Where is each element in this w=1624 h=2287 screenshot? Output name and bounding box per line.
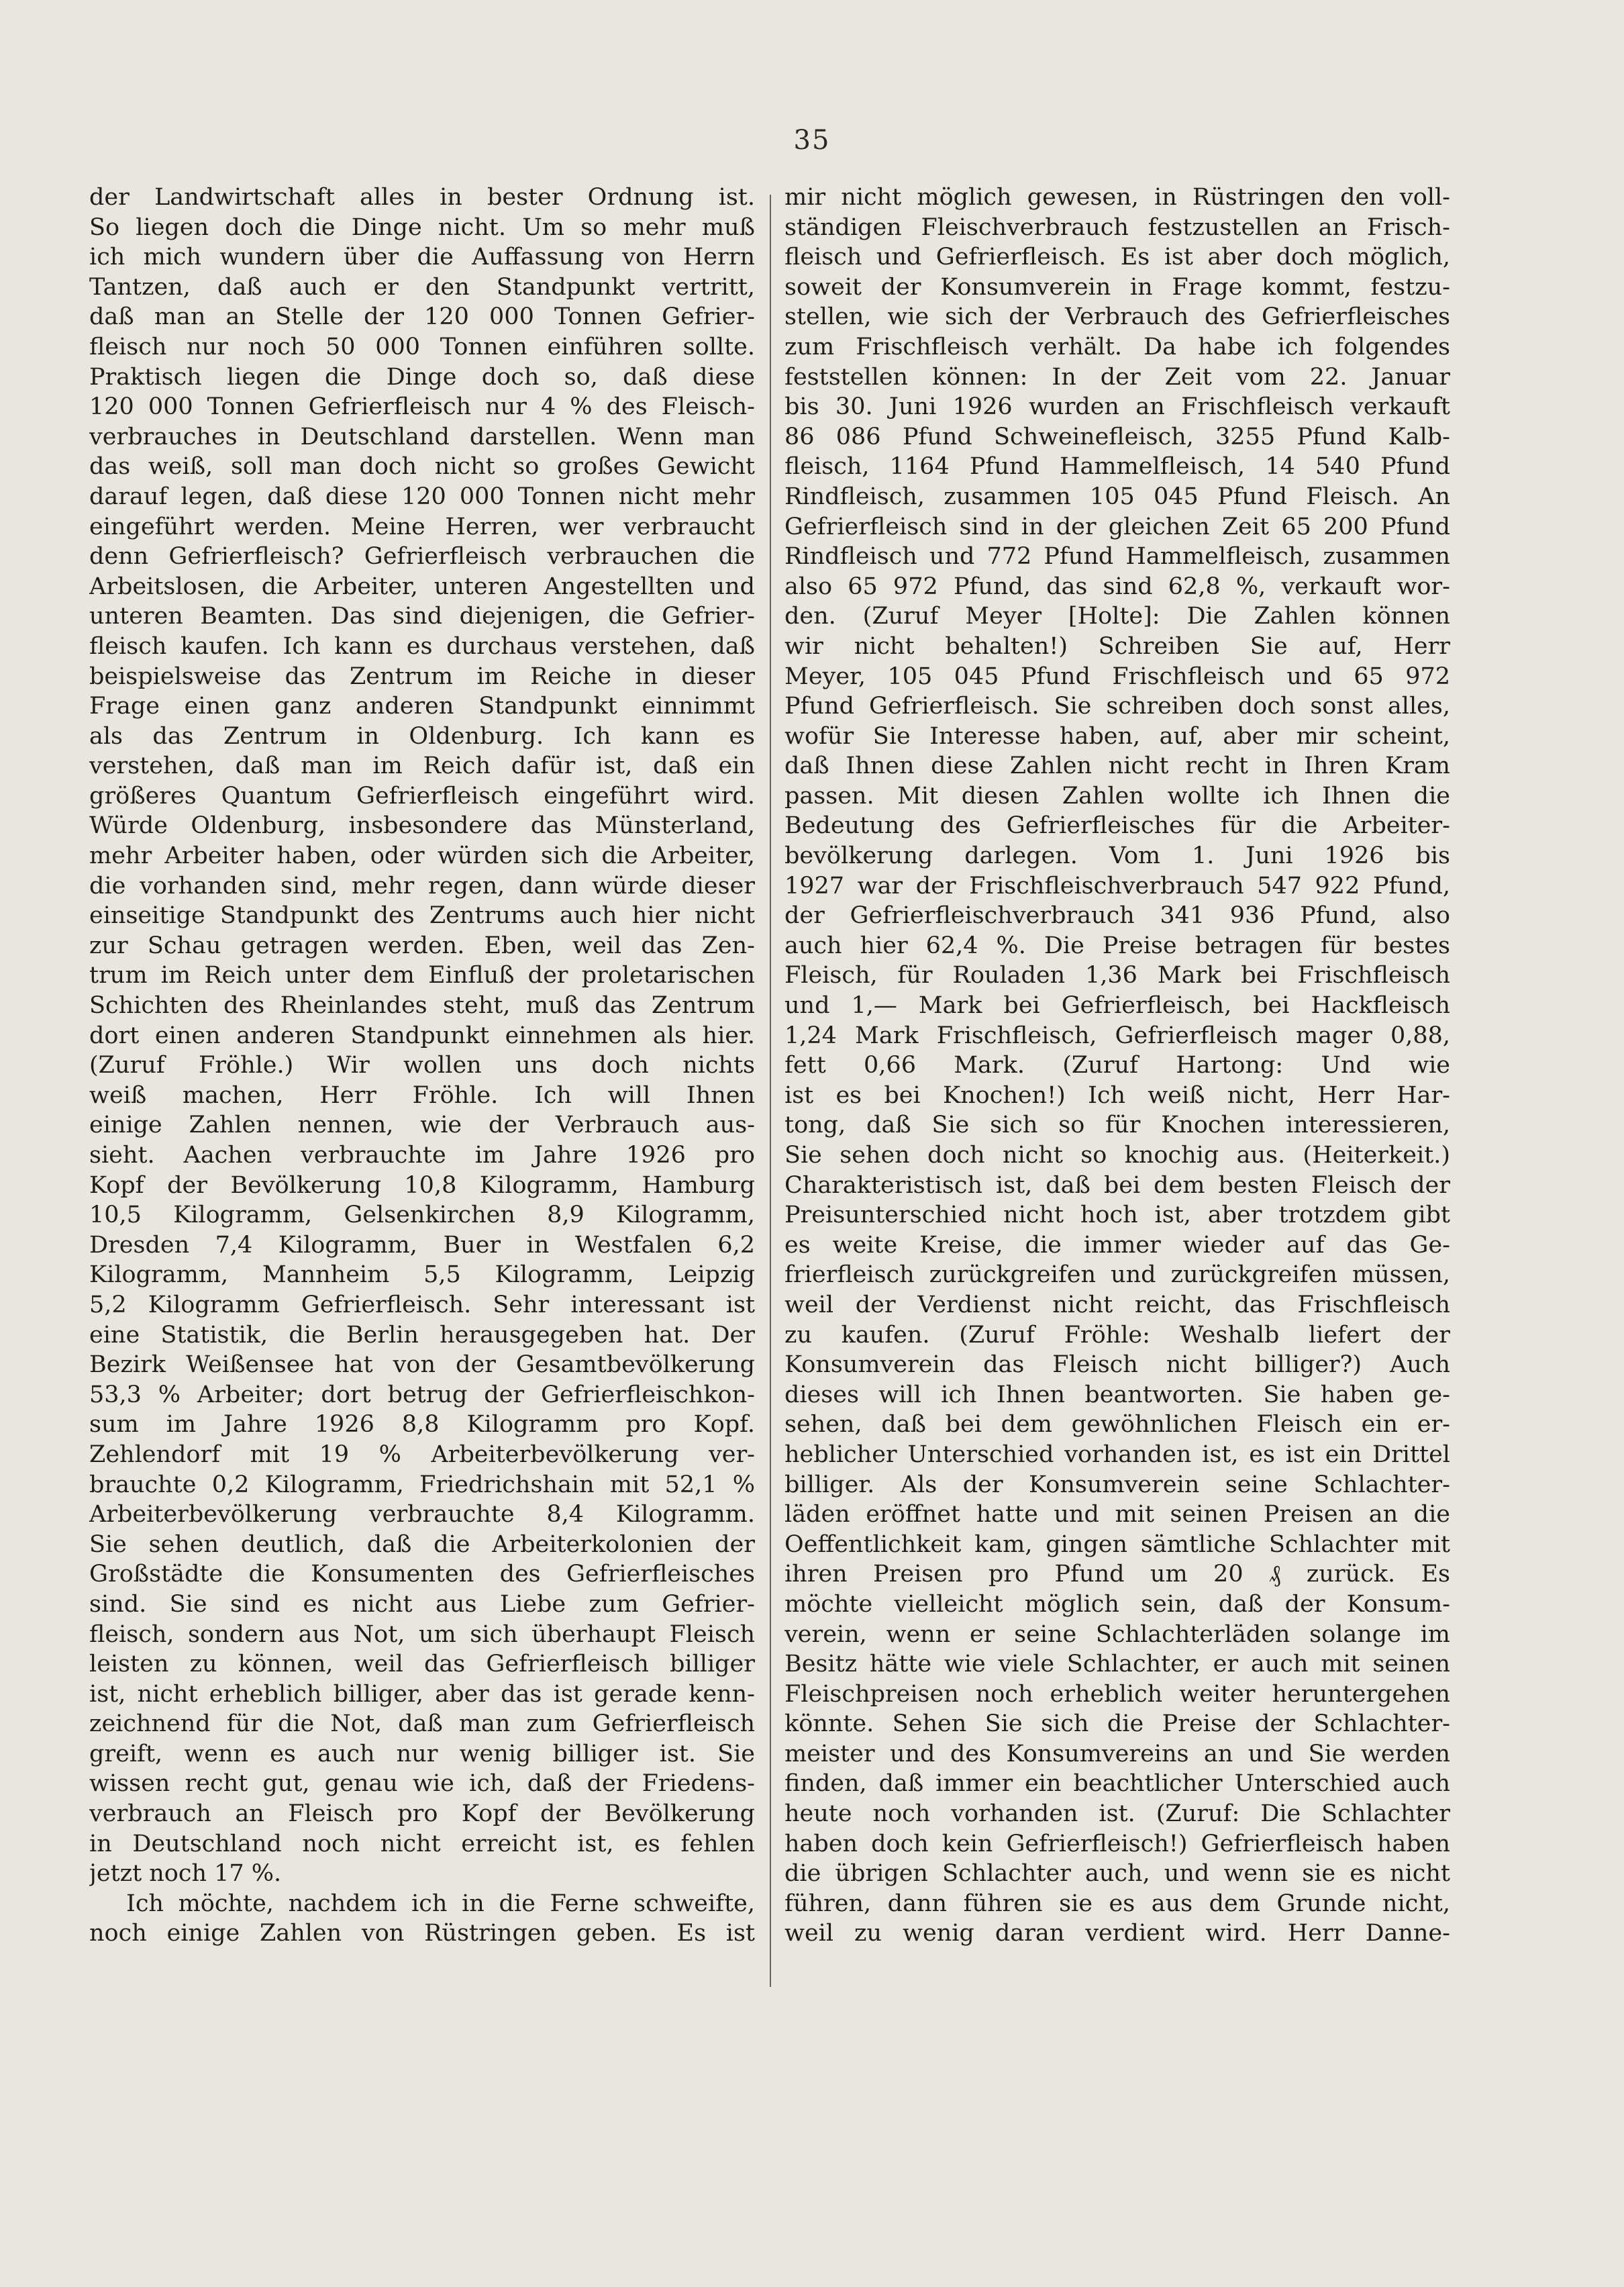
text-line: meister und des Konsumvereins an und Sie werden bbox=[784, 1740, 1450, 1767]
text-line: Schichten des Rheinlandes steht, muß das Zentrum bbox=[89, 992, 755, 1020]
text-line: Ich möchte, nachdem ich in die Ferne schweifte, bbox=[126, 1890, 755, 1917]
text-line: der Landwirtschaft alles in bester Ordnung ist. bbox=[89, 184, 755, 211]
text-line: fett 0,66 Mark. (Zuruf Hartong: Und wie bbox=[784, 1052, 1450, 1079]
text-line: Sie sehen deutlich, daß die Arbeiterkolonien der bbox=[89, 1530, 755, 1558]
text-line: Arbeitslosen, die Arbeiter, unteren Angestellten und bbox=[89, 573, 755, 600]
text-line: 53,3 % Arbeiter; dort betrug der Gefrierfleischkon- bbox=[89, 1381, 755, 1408]
text-line: Bedeutung des Gefrierfleisches für die Arbeiter- bbox=[784, 812, 1450, 840]
text-line: verbrauch an Fleisch pro Kopf der Bevölkerung bbox=[89, 1800, 755, 1828]
text-line: feststellen können: In der Zeit vom 22. Januar bbox=[784, 363, 1450, 391]
right-column bbox=[784, 183, 1450, 1949]
text-line: Rindfleisch und 772 Pfund Hammelfleisch, zusammen bbox=[784, 543, 1450, 571]
text-line: einseitige Standpunkt des Zentrums auch hier nicht bbox=[89, 902, 755, 930]
text-line: fleisch, 1164 Pfund Hammelfleisch, 14 540 Pfund bbox=[784, 453, 1450, 481]
text-line: Gefrierfleisch sind in der gleichen Zeit 65 200 Pfund bbox=[784, 513, 1450, 540]
text-line: Praktisch liegen die Dinge doch so, daß diese bbox=[89, 363, 755, 391]
text-line: mir nicht möglich gewesen, in Rüstringen den voll- bbox=[784, 184, 1450, 211]
text-line: Oeffentlichkeit kam, gingen sämtliche Schlachter mit bbox=[784, 1530, 1450, 1558]
text-line: dort einen anderen Standpunkt einnehmen als hier. bbox=[89, 1022, 755, 1049]
text-line: einige Zahlen nennen, wie der Verbrauch aus- bbox=[89, 1112, 755, 1139]
text-line: ständigen Fleischverbrauch festzustellen an Frisch- bbox=[784, 213, 1450, 241]
text-line: führen, dann führen sie es aus dem Grunde nicht, bbox=[784, 1890, 1450, 1917]
text-line: greift, wenn es auch nur wenig billiger ist. Sie bbox=[89, 1740, 755, 1767]
text-line: Preisunterschied nicht hoch ist, aber trotzdem gibt bbox=[784, 1202, 1450, 1229]
text-line: finden, daß immer ein beachtlicher Unterschied auch bbox=[784, 1770, 1450, 1798]
text-line: könnte. Sehen Sie sich die Preise der Schlachter- bbox=[784, 1710, 1450, 1738]
text-line: leisten zu können, weil das Gefrierfleisch billiger bbox=[89, 1651, 755, 1678]
text-line: sehen, daß bei dem gewöhnlichen Fleisch ein er- bbox=[784, 1411, 1450, 1439]
text-line: verbrauches in Deutschland darstellen. Wenn man bbox=[89, 423, 755, 450]
text-line: ich mich wundern über die Auffassung von Herrn bbox=[89, 244, 755, 271]
text-line: Großstädte die Konsumenten des Gefrierfleisches bbox=[89, 1561, 755, 1588]
text-line: zu kaufen. (Zuruf Fröhle: Weshalb liefert der bbox=[784, 1321, 1450, 1349]
text-line: Besitz hätte wie viele Schlachter, er auch mit seinen bbox=[784, 1651, 1450, 1678]
text-line: So liegen doch die Dinge nicht. Um so mehr muß bbox=[89, 213, 755, 241]
text-line: Zehlendorf mit 19 % Arbeiterbevölkerung ver- bbox=[89, 1441, 755, 1468]
text-line: noch einige Zahlen von Rüstringen geben. Es ist bbox=[89, 1920, 755, 1947]
text-line: den. (Zuruf Meyer [Holte]: Die Zahlen können bbox=[784, 603, 1450, 630]
text-line: stellen, wie sich der Verbrauch des Gefrierfleisches bbox=[784, 303, 1450, 331]
text-line: tong, daß Sie sich so für Knochen interessieren, bbox=[784, 1112, 1450, 1139]
text-line: die vorhanden sind, mehr regen, dann würde dieser bbox=[89, 872, 755, 899]
text-line: Meyer, 105 045 Pfund Frischfleisch und 65 972 bbox=[784, 663, 1450, 690]
text-line: 5,2 Kilogramm Gefrierfleisch. Sehr interessant ist bbox=[89, 1291, 755, 1318]
text-line: sind. Sie sind es nicht aus Liebe zum Gefrier- bbox=[89, 1590, 755, 1618]
text-line: fleisch kaufen. Ich kann es durchaus verstehen, daß bbox=[89, 632, 755, 660]
text-line: verein, wenn er seine Schlachterläden solange im bbox=[784, 1620, 1450, 1648]
text-line: eingeführt werden. Meine Herren, wer verbraucht bbox=[89, 513, 755, 540]
text-line: es weite Kreise, die immer wieder auf das Ge- bbox=[784, 1231, 1450, 1259]
text-line: fleisch nur noch 50 000 Tonnen einführen sollte. bbox=[89, 333, 755, 360]
text-line: Fleisch, für Rouladen 1,36 Mark bei Frischfleisch bbox=[784, 962, 1450, 989]
text-line: fleisch, sondern aus Not, um sich überhaupt Fleisch bbox=[89, 1620, 755, 1648]
column-divider bbox=[770, 195, 771, 1987]
text-line: die übrigen Schlachter auch, und wenn sie es nicht bbox=[784, 1860, 1450, 1888]
text-line: heute noch vorhanden ist. (Zuruf: Die Schlachter bbox=[784, 1800, 1450, 1828]
text-line: der Gefrierfleischverbrauch 341 936 Pfund, also bbox=[784, 902, 1450, 930]
text-line: unteren Beamten. Das sind diejenigen, die Gefrier- bbox=[89, 603, 755, 630]
text-line: heblicher Unterschied vorhanden ist, es ist ein Drittel bbox=[784, 1441, 1450, 1468]
text-line: billiger. Als der Konsumverein seine Schlachter- bbox=[784, 1471, 1450, 1498]
text-line: passen. Mit diesen Zahlen wollte ich Ihnen die bbox=[784, 782, 1450, 810]
text-line: verstehen, daß man im Reich dafür ist, daß ein bbox=[89, 752, 755, 780]
text-line: haben doch kein Gefrierfleisch!) Gefrierfleisch haben bbox=[784, 1830, 1450, 1857]
text-line: Tantzen, daß auch er den Standpunkt vertritt, bbox=[89, 273, 755, 301]
text-line: Kopf der Bevölkerung 10,8 Kilogramm, Hamburg bbox=[89, 1171, 755, 1199]
text-line: in Deutschland noch nicht erreicht ist, es fehlen bbox=[89, 1830, 755, 1857]
text-line: weiß machen, Herr Fröhle. Ich will Ihnen bbox=[89, 1081, 755, 1109]
text-line: wir nicht behalten!) Schreiben Sie auf, Herr bbox=[784, 632, 1450, 660]
text-line: daß Ihnen diese Zahlen nicht recht in Ihren Kram bbox=[784, 752, 1450, 780]
text-line: Charakteristisch ist, daß bei dem besten Fleisch der bbox=[784, 1171, 1450, 1199]
text-line: zum Frischfleisch verhält. Da habe ich folgendes bbox=[784, 333, 1450, 360]
text-line: möchte vielleicht möglich sein, daß der Konsum- bbox=[784, 1590, 1450, 1618]
text-line: wofür Sie Interesse haben, auf, aber mir scheint, bbox=[784, 722, 1450, 750]
text-line: Fleischpreisen noch erheblich weiter heruntergehen bbox=[784, 1680, 1450, 1708]
text-line: beispielsweise das Zentrum im Reiche in dieser bbox=[89, 663, 755, 690]
text-line: Würde Oldenburg, insbesondere das Münsterland, bbox=[89, 812, 755, 840]
text-line: Dresden 7,4 Kilogramm, Buer in Westfalen 6,2 bbox=[89, 1231, 755, 1259]
text-line: Pfund Gefrierfleisch. Sie schreiben doch sonst alles, bbox=[784, 693, 1450, 720]
text-line: weil der Verdienst nicht reicht, das Frischfleisch bbox=[784, 1291, 1450, 1318]
text-line: weil zu wenig daran verdient wird. Herr Danne- bbox=[784, 1920, 1450, 1947]
text-line: ihren Preisen pro Pfund um 20 ₰ zurück. Es bbox=[784, 1561, 1450, 1588]
text-line: (Zuruf Fröhle.) Wir wollen uns doch nichts bbox=[89, 1052, 755, 1079]
text-line: Arbeiterbevölkerung verbrauchte 8,4 Kilogramm. bbox=[89, 1501, 755, 1528]
text-line: größeres Quantum Gefrierfleisch eingeführt wird. bbox=[89, 782, 755, 810]
text-line: Frage einen ganz anderen Standpunkt einnimmt bbox=[89, 693, 755, 720]
text-line: Kilogramm, Mannheim 5,5 Kilogramm, Leipzig bbox=[89, 1261, 755, 1289]
text-line: frierfleisch zurückgreifen und zurückgreifen müssen, bbox=[784, 1261, 1450, 1289]
text-line: wissen recht gut, genau wie ich, daß der Friedens- bbox=[89, 1770, 755, 1798]
text-line: sieht. Aachen verbrauchte im Jahre 1926 pro bbox=[89, 1142, 755, 1169]
text-line: 1927 war der Frischfleischverbrauch 547 922 Pfund, bbox=[784, 872, 1450, 899]
page-number: 35 bbox=[793, 125, 831, 156]
text-line: zur Schau getragen werden. Eben, weil das Zen- bbox=[89, 932, 755, 959]
text-line: Konsumverein das Fleisch nicht billiger?) Auch bbox=[784, 1351, 1450, 1379]
text-line: sum im Jahre 1926 8,8 Kilogramm pro Kopf. bbox=[89, 1411, 755, 1439]
text-line: auch hier 62,4 %. Die Preise betragen für bestes bbox=[784, 932, 1450, 959]
text-line: dieses will ich Ihnen beantworten. Sie haben ge- bbox=[784, 1381, 1450, 1408]
text-line: daß man an Stelle der 120 000 Tonnen Gefrier- bbox=[89, 303, 755, 331]
text-line: 120 000 Tonnen Gefrierfleisch nur 4 % des Fleisch- bbox=[89, 393, 755, 421]
text-line: Bezirk Weißensee hat von der Gesamtbevölkerung bbox=[89, 1351, 755, 1379]
text-line: fleisch und Gefrierfleisch. Es ist aber doch möglich, bbox=[784, 244, 1450, 271]
text-line: zeichnend für die Not, daß man zum Gefrierfleisch bbox=[89, 1710, 755, 1738]
text-line: ist es bei Knochen!) Ich weiß nicht, Herr Har- bbox=[784, 1081, 1450, 1109]
text-line: bis 30. Juni 1926 wurden an Frischfleisch verkauft bbox=[784, 393, 1450, 421]
text-line: 10,5 Kilogramm, Gelsenkirchen 8,9 Kilogramm, bbox=[89, 1202, 755, 1229]
text-line: bevölkerung darlegen. Vom 1. Juni 1926 bis bbox=[784, 842, 1450, 870]
text-line: denn Gefrierfleisch? Gefrierfleisch verbrauchen die bbox=[89, 543, 755, 571]
text-line: Sie sehen doch nicht so knochig aus. (Heiterkeit.) bbox=[784, 1142, 1450, 1169]
text-line: mehr Arbeiter haben, oder würden sich die Arbeiter, bbox=[89, 842, 755, 870]
text-line: das weiß, soll man doch nicht so großes Gewicht bbox=[89, 453, 755, 481]
text-line: 1,24 Mark Frischfleisch, Gefrierfleisch mager 0,88, bbox=[784, 1022, 1450, 1049]
text-line: 86 086 Pfund Schweinefleisch, 3255 Pfund Kalb- bbox=[784, 423, 1450, 450]
text-line: brauchte 0,2 Kilogramm, Friedrichshain mit 52,1 % bbox=[89, 1471, 755, 1498]
text-line: ist, nicht erheblich billiger, aber das ist gerade kenn- bbox=[89, 1680, 755, 1708]
text-line: eine Statistik, die Berlin herausgegeben hat. Der bbox=[89, 1321, 755, 1349]
text-line: soweit der Konsumverein in Frage kommt, festzu- bbox=[784, 273, 1450, 301]
text-line: als das Zentrum in Oldenburg. Ich kann es bbox=[89, 722, 755, 750]
text-line: und 1,— Mark bei Gefrierfleisch, bei Hackfleisch bbox=[784, 992, 1450, 1020]
text-line: läden eröffnet hatte und mit seinen Preisen an die bbox=[784, 1501, 1450, 1528]
text-line: also 65 972 Pfund, das sind 62,8 %, verkauft wor- bbox=[784, 573, 1450, 600]
text-line: trum im Reich unter dem Einfluß der proletarischen bbox=[89, 962, 755, 989]
left-column bbox=[89, 183, 755, 1949]
text-line: darauf legen, daß diese 120 000 Tonnen nicht mehr bbox=[89, 483, 755, 510]
text-line: Rindfleisch, zusammen 105 045 Pfund Fleisch. An bbox=[784, 483, 1450, 510]
text-line: jetzt noch 17 %. bbox=[89, 1860, 282, 1888]
